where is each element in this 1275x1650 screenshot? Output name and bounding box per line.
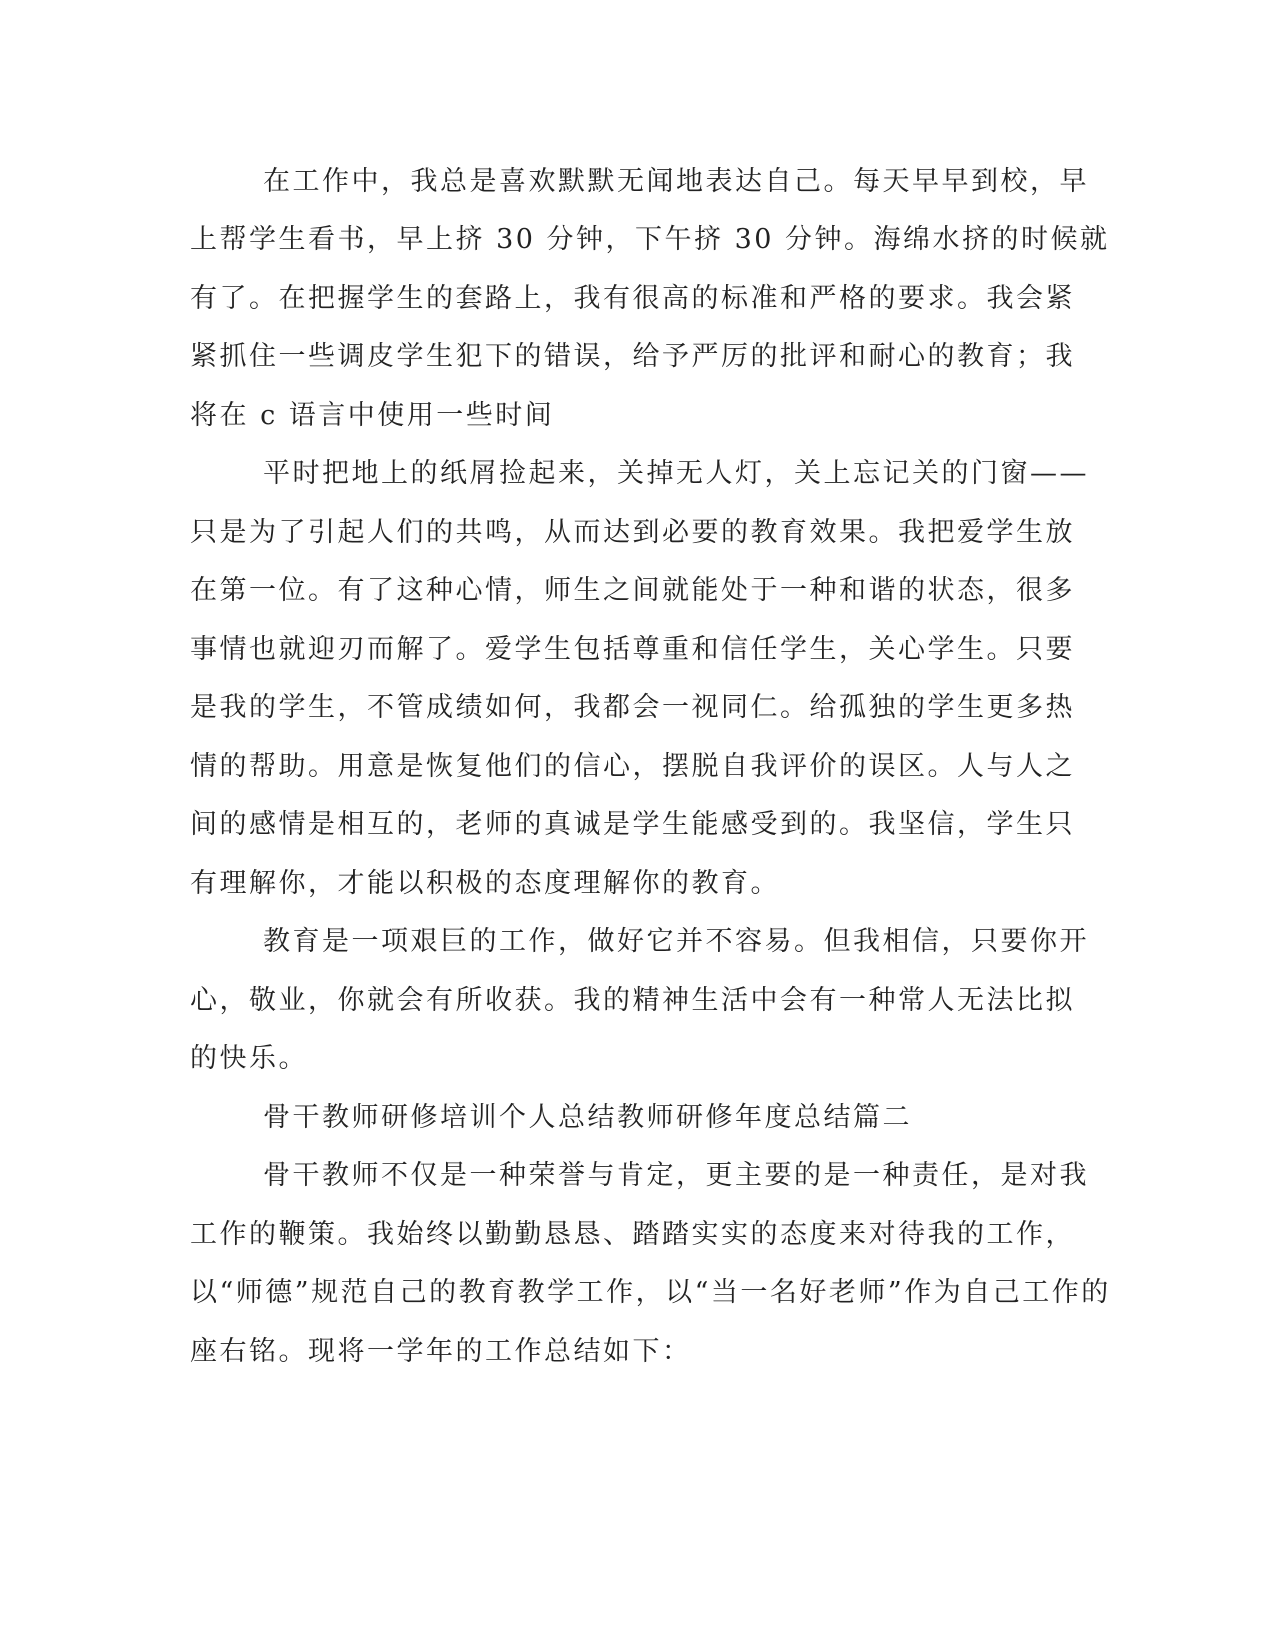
paragraph-2-line-1: 平时把地上的纸屑捡起来，关掉无人灯，关上忘记关的门窗—— <box>263 458 1089 489</box>
paragraph-1-line-5: 将在 c 语言中使用一些时间 <box>190 400 555 431</box>
paragraph-2-line-2: 只是为了引起人们的共鸣，从而达到必要的教育效果。我把爱学生放 <box>190 517 1075 548</box>
section-heading: 骨干教师研修培训个人总结教师研修年度总结篇二 <box>263 1102 912 1133</box>
paragraph-2-line-3: 在第一位。有了这种心情，师生之间就能处于一种和谐的状态，很多 <box>190 575 1075 606</box>
paragraph-2-line-7: 间的感情是相互的，老师的真诚是学生能感受到的。我坚信，学生只 <box>190 809 1075 840</box>
paragraph-5-line-2: 工作的鞭策。我始终以勤勤恳恳、踏踏实实的态度来对待我的工作， <box>190 1219 1075 1250</box>
paragraph-5-line-4: 座右铭。现将一学年的工作总结如下： <box>190 1336 692 1367</box>
paragraph-3-line-3: 的快乐。 <box>190 1043 308 1074</box>
paragraph-2-line-5: 是我的学生，不管成绩如何，我都会一视同仁。给孤独的学生更多热 <box>190 692 1075 723</box>
paragraph-3-line-1: 教育是一项艰巨的工作，做好它并不容易。但我相信，只要你开 <box>263 926 1089 957</box>
paragraph-1-line-2: 上帮学生看书，早上挤 30 分钟，下午挤 30 分钟。海绵水挤的时候就 <box>190 224 1110 255</box>
paragraph-1-line-1: 在工作中，我总是喜欢默默无闻地表达自己。每天早早到校，早 <box>263 166 1089 197</box>
paragraph-5-line-3: 以“师德”规范自己的教育教学工作，以“当一名好老师”作为自己工作的 <box>190 1277 1111 1308</box>
paragraph-2-line-4: 事情也就迎刃而解了。爱学生包括尊重和信任学生，关心学生。只要 <box>190 634 1075 665</box>
paragraph-1-line-4: 紧抓住一些调皮学生犯下的错误，给予严厉的批评和耐心的教育；我 <box>190 341 1075 372</box>
paragraph-2-line-8: 有理解你，才能以积极的态度理解你的教育。 <box>190 868 780 899</box>
paragraph-2-line-6: 情的帮助。用意是恢复他们的信心，摆脱自我评价的误区。人与人之 <box>190 751 1075 782</box>
paragraph-1-line-3: 有了。在把握学生的套路上，我有很高的标准和严格的要求。我会紧 <box>190 283 1075 314</box>
paragraph-5-line-1: 骨干教师不仅是一种荣誉与肯定，更主要的是一种责任，是对我 <box>263 1160 1089 1191</box>
paragraph-3-line-2: 心，敬业，你就会有所收获。我的精神生活中会有一种常人无法比拟 <box>190 985 1075 1016</box>
